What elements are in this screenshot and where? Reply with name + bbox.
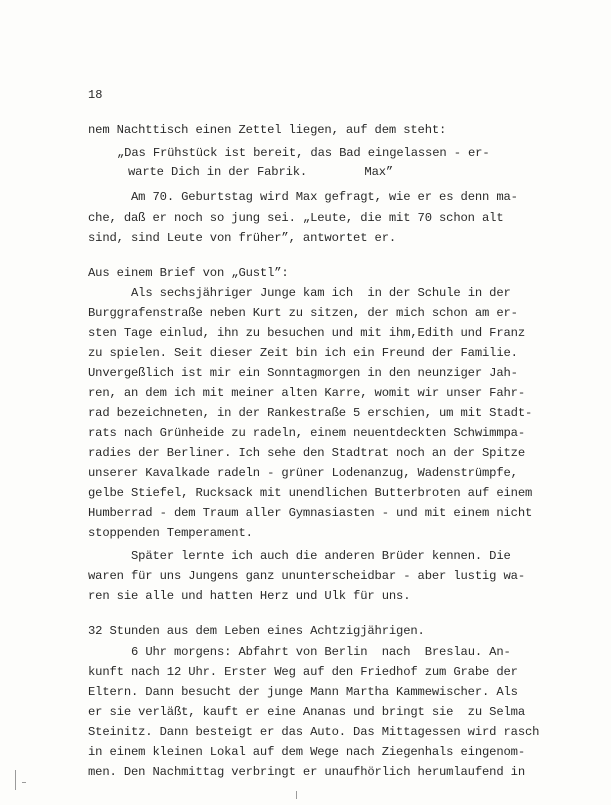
text-line: ren sie alle und hatten Herz und Ulk für uns. <box>88 589 411 603</box>
text-line: rats nach Grünheide zu radeln, einem neuentdeckten Schwimmpa- <box>88 426 525 440</box>
text-line: Humberrad - dem Traum aller Gymnasiasten - und mit einem nicht <box>88 506 533 520</box>
text-line: radies der Berliner. Ich sehe den Stadtrat noch an der Spitze <box>88 446 525 460</box>
text-line: in einem kleinen Lokal auf dem Wege nach Ziegenhals eingenom- <box>88 745 525 759</box>
text-line: che, daß er noch so jung sei. „Leute, die mit 70 schon alt <box>88 211 504 225</box>
text-line: unserer Kavalkade radeln - grüner Lodenanzug, Wadenstrümpfe, <box>88 466 518 480</box>
text-line: zu spielen. Seit dieser Zeit bin ich ein Freund der Familie. <box>88 346 518 360</box>
text-line: Am 70. Geburtstag wird Max gefragt, wie er es denn ma- <box>131 190 518 204</box>
text-line: sind, sind Leute von früher”, antwortet er. <box>88 231 397 245</box>
text-line: 6 Uhr morgens: Abfahrt von Berlin nach Breslau. An- <box>131 645 511 659</box>
scan-mark <box>296 791 297 799</box>
text-line: Später lernte ich auch die anderen Brüder kennen. Die <box>131 549 511 563</box>
scan-mark <box>22 782 26 783</box>
text-line: gelbe Stiefel, Rucksack mit unendlichen Butterbroten auf einem <box>88 486 533 500</box>
text-line: Als sechsjähriger Junge kam ich in der Schule in der <box>131 286 511 300</box>
text-line: „Das Frühstück ist bereit, das Bad eingelassen - er- <box>117 146 490 160</box>
section-heading: Aus einem Brief von „Gustl”: <box>88 266 289 280</box>
section-heading: 32 Stunden aus dem Leben eines Achtzigjährigen. <box>88 624 425 638</box>
text-line: waren für uns Jungens ganz ununterscheidbar - aber lustig wa- <box>88 569 525 583</box>
text-line: ren, an dem ich mit meiner alten Karre, womit wir unser Fahr- <box>88 386 525 400</box>
scan-mark <box>15 770 16 790</box>
text-line: er sie verläßt, kauft er eine Ananas und bringt sie zu Selma <box>88 705 525 719</box>
text-line: stoppenden Temperament. <box>88 526 253 540</box>
text-line: Unvergeßlich ist mir ein Sonntagmorgen in den neunziger Jah- <box>88 366 518 380</box>
text-line: men. Den Nachmittag verbringt er unaufhörlich herumlaufend in <box>88 765 525 779</box>
text-line: Eltern. Dann besucht der junge Mann Martha Kammewischer. Als <box>88 685 518 699</box>
page-number: 18 <box>88 88 103 102</box>
text-line: kunft nach 12 Uhr. Erster Weg auf den Friedhof zum Grabe der <box>88 665 518 679</box>
text-line: sten Tage einlud, ihn zu besuchen und mit ihm,Edith und Franz <box>88 326 525 340</box>
text-line: warte Dich in der Fabrik. Max” <box>128 165 394 179</box>
text-line: rad bezeichneten, in der Rankestraße 5 erschien, um mit Stadt- <box>88 406 533 420</box>
text-line: nem Nachttisch einen Zettel liegen, auf dem steht: <box>88 123 447 137</box>
text-line: Steinitz. Dann besteigt er das Auto. Das Mittagessen wird rasch <box>88 725 540 739</box>
text-line: Burggrafenstraße neben Kurt zu sitzen, der mich schon am er- <box>88 306 518 320</box>
